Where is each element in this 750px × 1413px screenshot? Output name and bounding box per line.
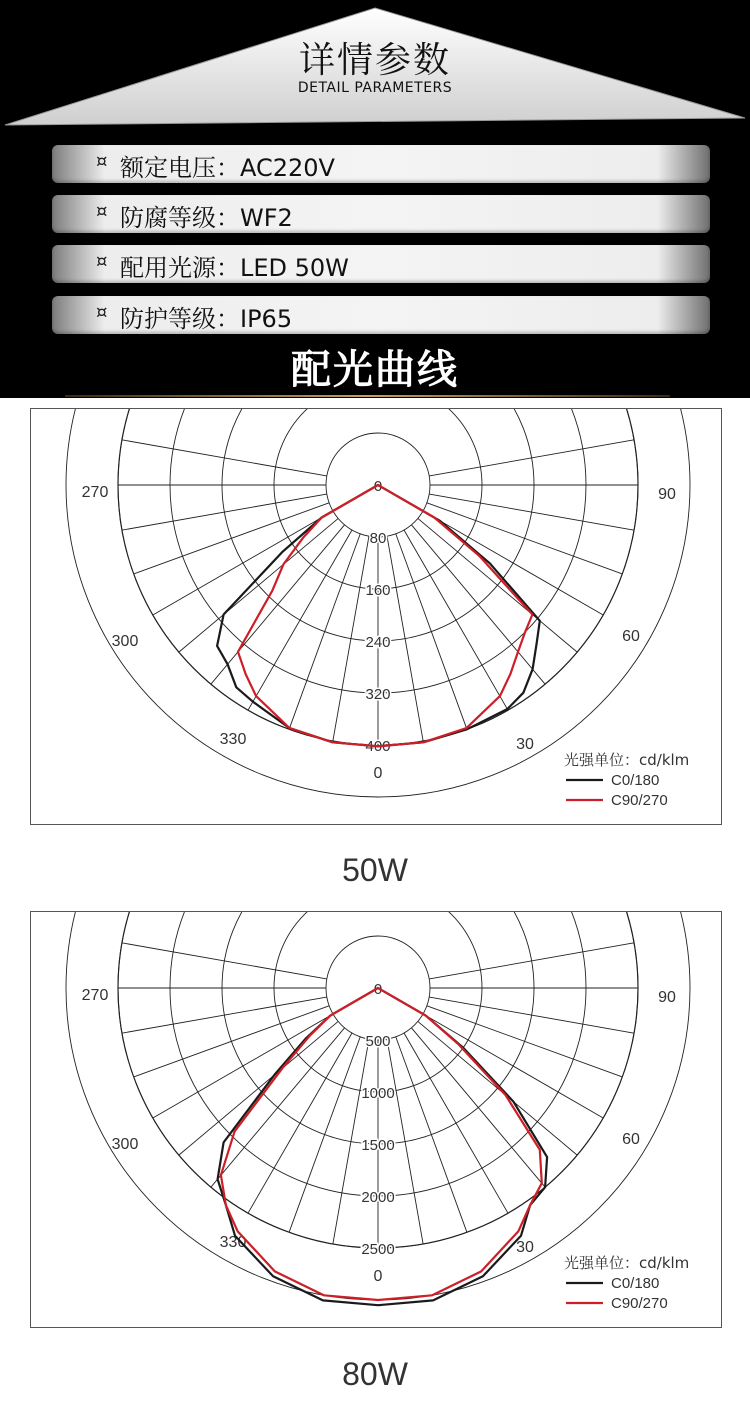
radial-tick-label: 1000 (361, 1085, 395, 1102)
radial-tick-label: 2000 (361, 1189, 395, 1206)
polar-chart-svg (31, 912, 721, 1327)
grid-spoke (418, 1021, 577, 1155)
legend-entry: C0/180 (611, 1275, 660, 1292)
spec-label: 配用光源：LED 50W (120, 254, 349, 282)
spec-bar-anticorrosion (52, 195, 710, 233)
section-title: 配光曲线 (291, 347, 459, 393)
grid-spoke (122, 943, 327, 979)
angle-label: 30 (516, 1239, 534, 1256)
grid-spoke (211, 1028, 345, 1187)
page-title: 详情参数 (298, 40, 451, 81)
gold-divider (65, 395, 670, 397)
radial-tick-label: 0 (373, 478, 383, 495)
bullet-icon: ¤ (96, 251, 108, 272)
angle-label: 300 (111, 633, 139, 650)
spec-label: 额定电压：AC220V (120, 154, 335, 182)
radial-tick-label: 320 (365, 686, 391, 703)
angle-label: 90 (658, 486, 676, 503)
spec-bar-light-source (52, 245, 710, 283)
angle-label: 330 (219, 731, 247, 748)
grid-spoke (122, 494, 327, 530)
chart-caption-50w: 50W (342, 852, 408, 888)
legend-unit-label: 光强单位：cd/klm (564, 751, 690, 769)
chart-caption-80w: 80W (342, 1356, 408, 1392)
series-curve-c90-270 (238, 485, 532, 746)
spec-label: 防护等级：IP65 (120, 305, 293, 333)
polar-chart-svg (31, 409, 721, 824)
polar-chart-50w (30, 408, 722, 825)
grid-spoke (429, 440, 634, 476)
header-section (0, 0, 750, 398)
grid-spoke (427, 503, 622, 574)
radial-tick-label: 160 (365, 582, 391, 599)
grid-spoke (423, 511, 603, 615)
radial-tick-label: 500 (365, 1033, 391, 1050)
grid-spoke (153, 1014, 333, 1118)
angle-label: 90 (658, 989, 676, 1006)
bullet-icon: ¤ (96, 201, 108, 222)
spec-label: 防腐等级：WF2 (120, 204, 293, 232)
legend-entry: C90/270 (611, 792, 668, 809)
grid-spoke (404, 530, 508, 710)
grid-spoke (333, 536, 369, 741)
angle-label: 270 (81, 484, 109, 501)
grid-spoke (134, 1006, 329, 1077)
grid-spoke (411, 1028, 545, 1187)
spec-bar-protection (52, 296, 710, 334)
angle-label: 300 (111, 1136, 139, 1153)
grid-spoke (396, 1037, 467, 1232)
grid-spoke (179, 518, 338, 652)
grid-spoke (404, 1033, 508, 1213)
angle-label: 330 (219, 1234, 247, 1251)
grid-spoke (134, 503, 329, 574)
legend-entry: C0/180 (611, 772, 660, 789)
grid-spoke (122, 440, 327, 476)
page-subtitle: DETAIL PARAMETERS (297, 80, 453, 96)
polar-chart-80w (30, 911, 722, 1328)
radial-tick-label: 400 (365, 738, 391, 755)
angle-label: 60 (622, 1131, 640, 1148)
grid-spoke (122, 997, 327, 1033)
bullet-icon: ¤ (96, 302, 108, 323)
spec-bar-voltage (52, 145, 710, 183)
grid-spoke (248, 530, 352, 710)
radial-tick-label: 2500 (361, 1241, 395, 1258)
angle-label: 270 (81, 987, 109, 1004)
grid-spoke (248, 1033, 352, 1213)
grid-spoke (429, 494, 634, 530)
grid-spoke (289, 1037, 360, 1232)
grid-spoke (153, 511, 333, 615)
bullet-icon: ¤ (96, 151, 108, 172)
radial-tick-label: 1500 (361, 1137, 395, 1154)
radial-tick-label: 0 (373, 981, 383, 998)
grid-spoke (418, 518, 577, 652)
grid-spoke (289, 534, 360, 729)
legend-unit-label: 光强单位：cd/klm (564, 1254, 690, 1272)
legend-entry: C90/270 (611, 1295, 668, 1312)
radial-tick-label: 80 (369, 530, 387, 547)
grid-spoke (396, 534, 467, 729)
grid-spoke (211, 525, 345, 684)
series-curve-c0-180 (217, 485, 540, 746)
grid-spoke (179, 1021, 338, 1155)
angle-label: 60 (622, 628, 640, 645)
radial-tick-label: 240 (365, 634, 391, 651)
angle-label: 0 (373, 1268, 383, 1285)
grid-spoke (429, 943, 634, 979)
grid-spoke (429, 997, 634, 1033)
angle-label: 30 (516, 736, 534, 753)
grid-spoke (387, 536, 423, 741)
angle-label: 0 (373, 765, 383, 782)
